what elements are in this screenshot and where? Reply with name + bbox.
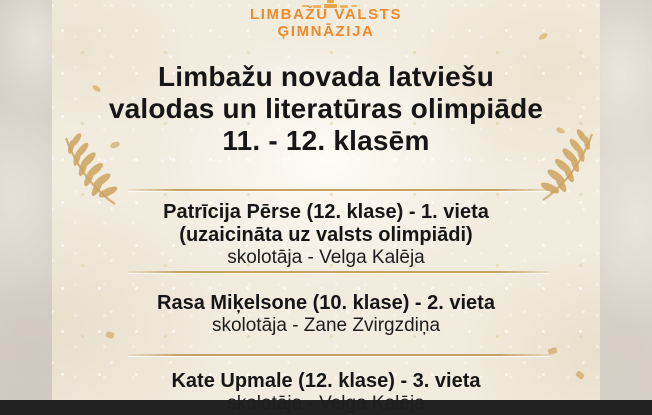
result-entry-1	[52, 200, 600, 269]
result-entry-3	[52, 369, 600, 415]
title-line1: Limbažu novada latviešu	[157, 61, 495, 92]
result-name: Rasa Miķelsone (10. klase) - 2. vieta	[157, 292, 495, 314]
title-line3: 11. - 12. klasēm	[222, 125, 430, 156]
result-entry-2	[52, 291, 600, 337]
divider-line	[128, 271, 550, 273]
school-name	[52, 6, 600, 40]
result-name: Kate Upmale (12. klase) - 3. vieta	[171, 370, 481, 392]
title-line2: valodas un literatūras olimpiāde	[108, 93, 544, 124]
letterbox-blur-left	[0, 0, 52, 400]
result-name: Patrīcija Pērse (12. klase) - 1. vieta	[163, 201, 489, 223]
letterbox-blur-right	[600, 0, 652, 400]
result-teacher: skolotāja - Velga Kalēja	[227, 247, 425, 268]
result-teacher: skolotāja - Velga Kalēja	[227, 393, 425, 414]
divider-line	[128, 354, 550, 356]
divider-line	[128, 189, 550, 191]
school-name-line1: LIMBAŽU VALSTS	[249, 6, 403, 23]
result-teacher: skolotāja - Zane Zvirgzdiņa	[211, 315, 441, 336]
poster-title	[30, 61, 622, 157]
school-name-line2: ĢIMNĀZIJA	[277, 23, 375, 40]
result-note: (uzaicināta uz valsts olimpiādi)	[179, 224, 473, 246]
